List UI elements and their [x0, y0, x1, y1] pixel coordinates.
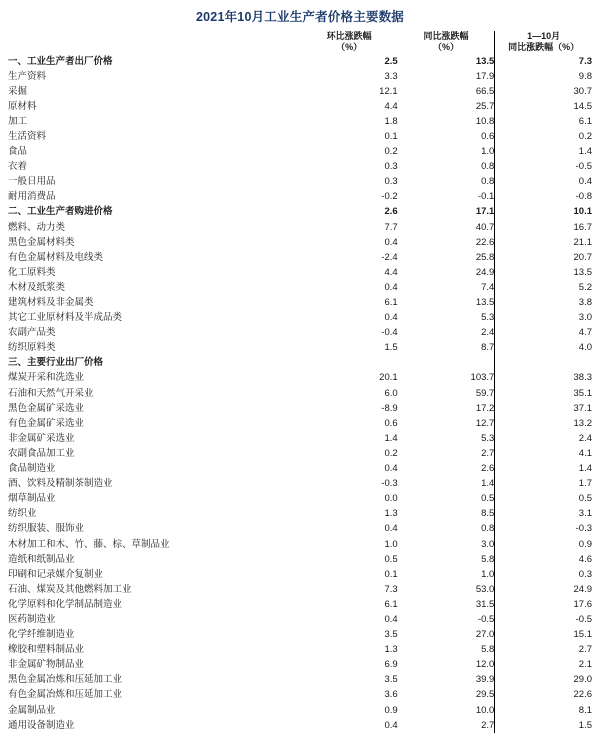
- cell-ytd: 3.8: [495, 295, 592, 310]
- row-label: 非金属矿物制品业: [8, 659, 85, 671]
- cell-yoy: 0.8: [481, 161, 495, 173]
- cell-yoy: 13.5: [475, 55, 495, 67]
- cell-yoy: 0.6: [481, 130, 495, 142]
- cell-yoy: 5.8: [481, 553, 495, 565]
- header-yoy-line2: （%）: [432, 42, 459, 53]
- table-row: [8, 144, 592, 159]
- cell-ytd: 0.4: [495, 174, 592, 189]
- cell-ytd: 8.1: [495, 703, 592, 718]
- row-label: 燃料、动力类: [8, 221, 66, 233]
- cell-yoy: 5.3: [481, 432, 495, 444]
- cell-mom: 0.4: [384, 613, 398, 625]
- cell-mom: -8.9: [381, 402, 398, 414]
- header-ytd-line2: 同比涨跌幅（%）: [508, 42, 580, 53]
- cell-mom: 0.4: [384, 463, 398, 475]
- cell-mom: 1.8: [384, 115, 398, 127]
- cell-mom: 4.4: [384, 266, 398, 278]
- cell-yoy: [398, 355, 495, 370]
- cell-yoy: 2.4: [481, 327, 495, 339]
- cell-mom: 3.5: [384, 674, 398, 686]
- table-row: [8, 476, 592, 491]
- table-row: [8, 310, 592, 325]
- cell-mom: 6.0: [384, 387, 398, 399]
- cell-yoy: 13.5: [475, 297, 495, 308]
- cell-yoy: 2.7: [481, 447, 495, 459]
- cell-mom: 0.4: [384, 236, 398, 248]
- cell-ytd: 15.1: [495, 627, 592, 642]
- table-row: [8, 340, 592, 355]
- cell-ytd: 13.5: [495, 265, 592, 280]
- table-row: [8, 295, 592, 310]
- table-row: [8, 99, 592, 114]
- row-label: 有色金属冶炼和压延加工业: [8, 689, 123, 701]
- cell-mom: 4.4: [384, 100, 398, 112]
- cell-mom: -0.4: [381, 327, 398, 339]
- row-label: 加工: [8, 115, 28, 127]
- cell-yoy: 10.8: [475, 115, 495, 127]
- table-row: [8, 627, 592, 642]
- cell-ytd: 2.1: [495, 657, 592, 672]
- row-label: 原材料: [8, 100, 37, 112]
- table-row: [8, 84, 592, 99]
- table-row: [8, 386, 592, 401]
- cell-yoy: 0.8: [481, 176, 495, 188]
- table-row: [8, 703, 592, 718]
- cell-ytd: 4.6: [495, 552, 592, 567]
- table-row: [8, 657, 592, 672]
- cell-ytd: 4.1: [495, 446, 592, 461]
- cell-ytd: 3.1: [495, 506, 592, 521]
- cell-mom: 0.5: [384, 553, 398, 565]
- row-label: 烟草制品业: [8, 493, 56, 505]
- cell-mom: 1.3: [384, 508, 398, 520]
- cell-ytd: 0.9: [495, 537, 592, 552]
- cell-mom: 7.7: [384, 221, 398, 233]
- cell-ytd: 17.6: [495, 597, 592, 612]
- table-row: [8, 506, 592, 521]
- cell-ytd: -0.5: [495, 159, 592, 174]
- cell-mom: 12.1: [379, 85, 398, 97]
- cell-yoy: 2.7: [481, 719, 495, 731]
- cell-ytd: 1.4: [495, 144, 592, 159]
- cell-mom: 0.2: [384, 447, 398, 459]
- cell-yoy: 53.0: [475, 583, 495, 595]
- cell-yoy: 40.7: [475, 221, 495, 233]
- cell-mom: 0.3: [384, 161, 398, 173]
- cell-yoy: 10.0: [475, 704, 495, 716]
- row-label: 纺织原料类: [8, 342, 56, 354]
- cell-ytd: -0.8: [495, 189, 592, 204]
- cell-mom: 6.1: [384, 297, 398, 308]
- row-label: 纺织业: [8, 508, 37, 520]
- table-row: [8, 325, 592, 340]
- header-ytd-line1: 1—10月: [527, 31, 561, 41]
- cell-mom: 0.1: [384, 130, 398, 142]
- cell-mom: -0.3: [381, 478, 398, 490]
- row-label: 酒、饮料及精制茶制造业: [8, 478, 113, 490]
- cell-yoy: 12.7: [475, 417, 495, 429]
- cell-mom: -0.2: [381, 191, 398, 203]
- cell-ytd: 37.1: [495, 401, 592, 416]
- table-row: [8, 718, 592, 733]
- table-row: [8, 355, 592, 370]
- header-ytd: [495, 31, 592, 54]
- row-label: 通用设备制造业: [8, 719, 75, 731]
- cell-mom: 2.5: [384, 55, 398, 67]
- row-label: 农副产品类: [8, 327, 56, 339]
- cell-mom: 3.6: [384, 689, 398, 701]
- cell-ytd: 0.5: [495, 491, 592, 506]
- table-row: [8, 250, 592, 265]
- cell-mom: 3.5: [384, 629, 398, 641]
- row-label: 纺织服装、服饰业: [8, 523, 85, 535]
- row-label: 食品制造业: [8, 463, 56, 475]
- table-row: [8, 235, 592, 250]
- header-name: [8, 31, 301, 54]
- cell-yoy: 8.5: [481, 508, 495, 520]
- cell-yoy: 59.7: [475, 387, 495, 399]
- row-label: 衣着: [8, 161, 28, 173]
- table-row: [8, 401, 592, 416]
- table-row: [8, 582, 592, 597]
- table-row: [8, 431, 592, 446]
- row-label: 二、工业生产者购进价格: [8, 206, 113, 218]
- cell-mom: 6.1: [384, 598, 398, 610]
- table-row: [8, 687, 592, 702]
- row-label: 石油、煤炭及其他燃料加工业: [8, 583, 132, 595]
- cell-mom: 0.6: [384, 417, 398, 429]
- row-label: 黑色金属矿采选业: [8, 402, 85, 414]
- cell-yoy: 1.4: [481, 478, 495, 490]
- row-label: 石油和天然气开采业: [8, 387, 94, 399]
- cell-yoy: -0.5: [477, 613, 495, 625]
- cell-ytd: -0.5: [495, 612, 592, 627]
- table-row: [8, 174, 592, 189]
- row-label: 非金属矿采选业: [8, 432, 75, 444]
- row-label: 农副食品加工业: [8, 447, 75, 459]
- header-yoy: [398, 31, 495, 54]
- row-label: 三、主要行业出厂价格: [8, 357, 104, 369]
- header-mom-line2: （%）: [336, 42, 363, 53]
- row-label: 黑色金属材料类: [8, 236, 75, 248]
- row-label: 其它工业原材料及半成品类: [8, 312, 123, 324]
- table-row: [8, 204, 592, 219]
- cell-yoy: 7.4: [481, 281, 495, 293]
- cell-yoy: 103.7: [470, 372, 495, 384]
- table-header-row: [8, 31, 592, 54]
- cell-mom: -2.4: [381, 251, 398, 263]
- cell-ytd: 20.7: [495, 250, 592, 265]
- row-label: 采掘: [8, 85, 28, 97]
- table-row: [8, 612, 592, 627]
- cell-yoy: 12.0: [475, 659, 495, 671]
- cell-mom: 0.4: [384, 281, 398, 293]
- cell-ytd: 13.2: [495, 416, 592, 431]
- row-label: 木材及纸浆类: [8, 281, 66, 293]
- row-label: 化学纤维制造业: [8, 629, 75, 641]
- table-row: [8, 370, 592, 385]
- cell-mom: 3.3: [384, 70, 398, 82]
- cell-yoy: 8.7: [481, 342, 495, 354]
- cell-ytd: [495, 355, 592, 370]
- cell-mom: [301, 355, 398, 370]
- cell-yoy: 27.0: [475, 629, 495, 641]
- row-label: 木材加工和木、竹、藤、棕、草制品业: [8, 538, 170, 550]
- cell-ytd: 5.2: [495, 280, 592, 295]
- cell-mom: 0.2: [384, 146, 398, 158]
- table-row: [8, 189, 592, 204]
- cell-mom: 1.3: [384, 644, 398, 656]
- cell-yoy: 31.5: [475, 598, 495, 610]
- table-row: [8, 69, 592, 84]
- row-label: 化学原料和化学制品制造业: [8, 598, 123, 610]
- cell-ytd: 9.8: [495, 69, 592, 84]
- cell-ytd: -0.3: [495, 521, 592, 536]
- table-row: [8, 642, 592, 657]
- table-row: [8, 552, 592, 567]
- cell-yoy: 3.0: [481, 538, 495, 550]
- cell-mom: 0.3: [384, 176, 398, 188]
- row-label: 橡胶和塑料制品业: [8, 644, 85, 656]
- table-row: [8, 567, 592, 582]
- price-data-table: [8, 31, 592, 733]
- cell-ytd: 30.7: [495, 84, 592, 99]
- cell-ytd: 1.5: [495, 718, 592, 733]
- cell-ytd: 1.7: [495, 476, 592, 491]
- cell-yoy: 2.6: [481, 463, 495, 475]
- row-label: 印刷和记录媒介复制业: [8, 568, 104, 580]
- row-label: 化工原料类: [8, 266, 56, 278]
- table-row: [8, 265, 592, 280]
- cell-ytd: 10.1: [495, 204, 592, 219]
- table-row: [8, 672, 592, 687]
- row-label: 一般日用品: [8, 176, 56, 188]
- cell-mom: 2.6: [384, 206, 398, 218]
- cell-mom: 1.5: [384, 342, 398, 354]
- cell-ytd: 7.3: [495, 54, 592, 69]
- row-label: 金属制品业: [8, 704, 56, 716]
- header-mom-line1: 环比涨跌幅: [326, 31, 372, 41]
- row-label: 一、工业生产者出厂价格: [8, 55, 113, 67]
- row-label: 医药制造业: [8, 613, 56, 625]
- header-mom: [301, 31, 398, 54]
- cell-ytd: 1.4: [495, 461, 592, 476]
- cell-ytd: 2.7: [495, 642, 592, 657]
- cell-mom: 0.4: [384, 719, 398, 731]
- table-row: [8, 461, 592, 476]
- cell-ytd: 6.1: [495, 114, 592, 129]
- row-label: 生活资料: [8, 130, 47, 142]
- table-row: [8, 416, 592, 431]
- cell-yoy: 39.9: [475, 674, 495, 686]
- cell-yoy: 24.9: [475, 266, 495, 278]
- cell-yoy: 5.8: [481, 644, 495, 656]
- cell-mom: 0.0: [384, 493, 398, 505]
- cell-ytd: 3.0: [495, 310, 592, 325]
- cell-yoy: 1.0: [481, 568, 495, 580]
- cell-ytd: 16.7: [495, 220, 592, 235]
- cell-mom: 1.4: [384, 432, 398, 444]
- cell-yoy: 17.9: [475, 70, 495, 82]
- cell-ytd: 22.6: [495, 687, 592, 702]
- row-label: 耐用消费品: [8, 191, 56, 203]
- cell-yoy: 1.0: [481, 146, 495, 158]
- header-yoy-line1: 同比涨跌幅: [423, 31, 469, 41]
- table-row: [8, 521, 592, 536]
- cell-mom: 0.4: [384, 312, 398, 324]
- cell-mom: 1.0: [384, 538, 398, 550]
- table-row: [8, 537, 592, 552]
- table-row: [8, 129, 592, 144]
- row-label: 有色金属材料及电线类: [8, 251, 104, 263]
- cell-ytd: 21.1: [495, 235, 592, 250]
- cell-mom: 0.9: [384, 704, 398, 716]
- cell-mom: 0.1: [384, 568, 398, 580]
- row-label: 生产资料: [8, 70, 47, 82]
- table-row: [8, 114, 592, 129]
- cell-mom: 20.1: [379, 372, 398, 384]
- table-row: [8, 491, 592, 506]
- page-title: 2021年10月工业生产者价格主要数据: [195, 10, 404, 24]
- cell-ytd: 24.9: [495, 582, 592, 597]
- table-row: [8, 220, 592, 235]
- cell-yoy: 66.5: [475, 85, 495, 97]
- cell-ytd: 29.0: [495, 672, 592, 687]
- cell-mom: 6.9: [384, 659, 398, 671]
- cell-mom: 0.4: [384, 523, 398, 535]
- cell-yoy: 17.2: [475, 402, 495, 414]
- cell-yoy: 17.1: [475, 206, 495, 218]
- table-body: [8, 54, 592, 733]
- cell-yoy: 0.8: [481, 523, 495, 535]
- cell-yoy: 5.3: [481, 312, 495, 324]
- table-row: [8, 54, 592, 69]
- table-row: [8, 446, 592, 461]
- row-label: 煤炭开采和洗选业: [8, 372, 85, 384]
- cell-ytd: 0.3: [495, 567, 592, 582]
- cell-yoy: 25.7: [475, 100, 495, 112]
- cell-yoy: 29.5: [475, 689, 495, 701]
- cell-mom: 7.3: [384, 583, 398, 595]
- row-label: 黑色金属冶炼和压延加工业: [8, 674, 123, 686]
- cell-yoy: 0.5: [481, 493, 495, 505]
- row-label: 有色金属矿采选业: [8, 417, 85, 429]
- cell-yoy: 22.6: [475, 236, 495, 248]
- cell-ytd: 2.4: [495, 431, 592, 446]
- cell-ytd: 0.2: [495, 129, 592, 144]
- cell-yoy: 25.8: [475, 251, 495, 263]
- table-row: [8, 597, 592, 612]
- table-row: [8, 159, 592, 174]
- table-row: [8, 280, 592, 295]
- cell-ytd: 4.0: [495, 340, 592, 355]
- cell-ytd: 35.1: [495, 386, 592, 401]
- cell-ytd: 38.3: [495, 370, 592, 385]
- row-label: 造纸和纸制品业: [8, 553, 75, 565]
- cell-ytd: 14.5: [495, 99, 592, 114]
- row-label: 建筑材料及非金属类: [8, 297, 94, 308]
- cell-yoy: -0.1: [477, 191, 495, 203]
- cell-ytd: 4.7: [495, 325, 592, 340]
- row-label: 食品: [8, 146, 28, 158]
